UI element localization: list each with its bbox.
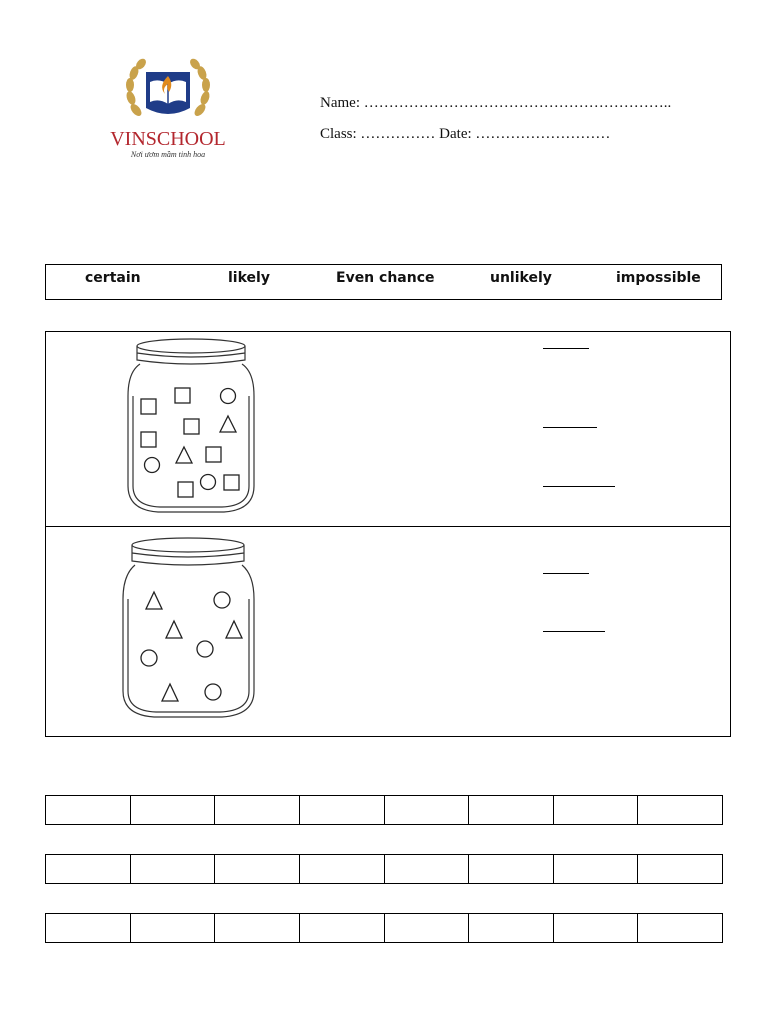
grid-cell[interactable] [384,855,469,884]
answer-blank[interactable] [543,486,615,487]
class-date-field[interactable]: Class: …………… Date: ……………………… [320,126,611,142]
grid-cell[interactable] [384,796,469,825]
grid-cell[interactable] [469,855,554,884]
word-even-chance: Even chance [336,270,435,286]
answer-grid [45,854,723,884]
brand-tagline: Nơi ươm mầm tinh hoa [130,150,206,159]
grid-cell[interactable] [215,914,300,943]
grid-cell[interactable] [130,855,215,884]
grid-cell[interactable] [130,796,215,825]
book-flame-laurel-icon [122,58,214,128]
grid-cell[interactable] [638,914,723,943]
brand-name: VINSCHOOL [110,128,226,150]
grid-cell[interactable] [46,796,131,825]
answer-blank[interactable] [543,573,589,574]
grid-cell[interactable] [46,855,131,884]
word-likely: likely [228,270,270,286]
answer-grid [45,913,723,943]
grid-cell[interactable] [553,914,638,943]
answer-grid [45,795,723,825]
grid-cell[interactable] [384,914,469,943]
grid-cell[interactable] [130,914,215,943]
grid-cell[interactable] [215,796,300,825]
grid-cell[interactable] [638,796,723,825]
answer-blank[interactable] [543,348,589,349]
grid-cell[interactable] [469,914,554,943]
grid-cell[interactable] [553,796,638,825]
jar-icon [116,535,261,723]
grid-cell[interactable] [469,796,554,825]
grid-cell[interactable] [46,914,131,943]
word-certain: certain [85,270,141,286]
word-impossible: impossible [616,270,701,286]
name-field[interactable]: Name: …………………………………………………….. [320,95,672,111]
grid-cell[interactable] [553,855,638,884]
jar-icon [120,336,260,518]
word-unlikely: unlikely [490,270,552,286]
word-bank [45,264,722,300]
grid-cell[interactable] [638,855,723,884]
answer-blank[interactable] [543,427,597,428]
grid-cell[interactable] [299,796,384,825]
jar-divider [45,526,731,527]
grid-cell[interactable] [215,855,300,884]
school-logo [108,58,228,158]
grid-cell[interactable] [299,855,384,884]
grid-cell[interactable] [299,914,384,943]
answer-blank[interactable] [543,631,605,632]
